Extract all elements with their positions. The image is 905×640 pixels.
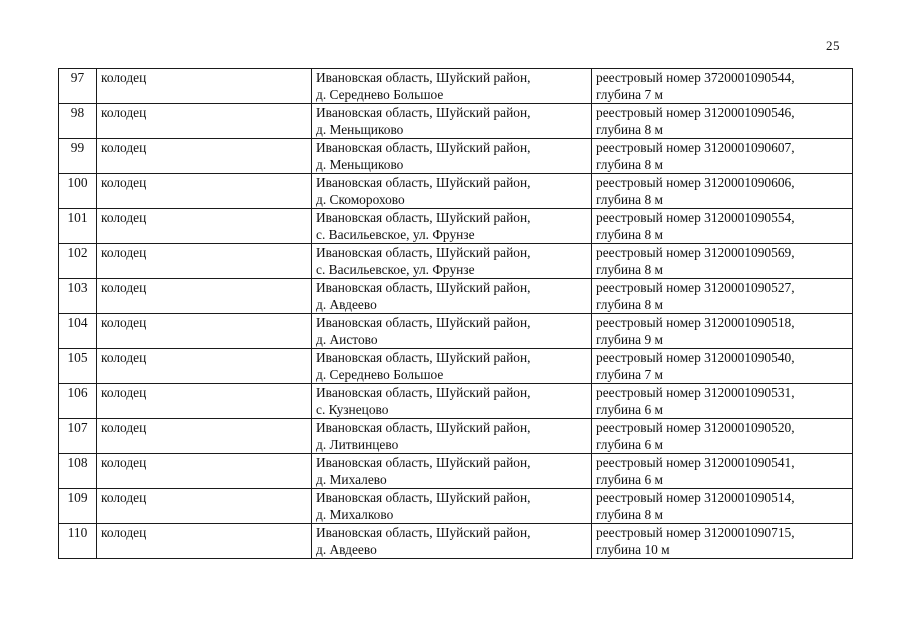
table-row	[59, 139, 853, 174]
address-cell	[312, 139, 592, 174]
depth-text: глубина 8 м	[596, 297, 663, 312]
description-cell	[592, 104, 853, 139]
registry-number-text: реестровый номер 3120001090541,	[596, 455, 795, 470]
registry-number-text: реестровый номер 3120001090607,	[596, 140, 795, 155]
table-row	[59, 314, 853, 349]
description-cell	[592, 314, 853, 349]
row-number-cell: 103	[59, 279, 97, 314]
row-number-cell: 109	[59, 489, 97, 524]
address-line-1: Ивановская область, Шуйский район,	[316, 350, 531, 365]
address-line-2: д. Авдеево	[316, 542, 377, 557]
object-type-cell: колодец	[97, 314, 312, 349]
registry-table-body	[59, 69, 853, 559]
row-number-cell: 106	[59, 384, 97, 419]
depth-text: глубина 8 м	[596, 192, 663, 207]
row-number-cell: 110	[59, 524, 97, 559]
address-line-2: д. Меньщиково	[316, 157, 404, 172]
registry-number-text: реестровый номер 3120001090518,	[596, 315, 795, 330]
description-cell	[592, 139, 853, 174]
description-cell	[592, 279, 853, 314]
address-line-2: д. Середнево Большое	[316, 87, 444, 102]
address-line-2: с. Кузнецово	[316, 402, 389, 417]
row-number-cell: 98	[59, 104, 97, 139]
address-cell	[312, 244, 592, 279]
row-number-cell: 105	[59, 349, 97, 384]
page-number: 25	[826, 38, 840, 53]
object-type-cell: колодец	[97, 384, 312, 419]
row-number-cell: 100	[59, 174, 97, 209]
address-cell	[312, 209, 592, 244]
depth-text: глубина 6 м	[596, 402, 663, 417]
object-type-cell: колодец	[97, 524, 312, 559]
table-row	[59, 279, 853, 314]
object-type-cell: колодец	[97, 244, 312, 279]
object-type-cell: колодец	[97, 209, 312, 244]
registry-number-text: реестровый номер 3120001090554,	[596, 210, 795, 225]
address-line-2: д. Авдеево	[316, 297, 377, 312]
row-number-cell: 97	[59, 69, 97, 104]
description-cell	[592, 489, 853, 524]
row-number-cell: 101	[59, 209, 97, 244]
table-row	[59, 104, 853, 139]
registry-number-text: реестровый номер 3120001090527,	[596, 280, 795, 295]
address-cell	[312, 419, 592, 454]
object-type-cell: колодец	[97, 349, 312, 384]
table-row	[59, 419, 853, 454]
row-number-cell: 108	[59, 454, 97, 489]
address-cell	[312, 69, 592, 104]
address-line-2: с. Васильевское, ул. Фрунзе	[316, 262, 475, 277]
address-line-2: д. Аистово	[316, 332, 378, 347]
object-type-cell: колодец	[97, 174, 312, 209]
depth-text: глубина 6 м	[596, 437, 663, 452]
address-cell	[312, 524, 592, 559]
depth-text: глубина 6 м	[596, 472, 663, 487]
registry-number-text: реестровый номер 3120001090569,	[596, 245, 795, 260]
registry-number-text: реестровый номер 3120001090606,	[596, 175, 795, 190]
description-cell	[592, 244, 853, 279]
description-cell	[592, 524, 853, 559]
registry-number-text: реестровый номер 3120001090514,	[596, 490, 795, 505]
address-cell	[312, 489, 592, 524]
description-cell	[592, 349, 853, 384]
object-type-cell: колодец	[97, 139, 312, 174]
address-cell	[312, 314, 592, 349]
table-row	[59, 244, 853, 279]
address-line-1: Ивановская область, Шуйский район,	[316, 525, 531, 540]
address-line-1: Ивановская область, Шуйский район,	[316, 105, 531, 120]
address-line-2: д. Скоморохово	[316, 192, 405, 207]
depth-text: глубина 8 м	[596, 262, 663, 277]
description-cell	[592, 454, 853, 489]
object-type-cell: колодец	[97, 279, 312, 314]
address-line-2: д. Литвинцево	[316, 437, 399, 452]
registry-number-text: реестровый номер 3120001090546,	[596, 105, 795, 120]
table-row	[59, 489, 853, 524]
table-row	[59, 69, 853, 104]
description-cell	[592, 384, 853, 419]
table-row	[59, 384, 853, 419]
address-line-1: Ивановская область, Шуйский район,	[316, 175, 531, 190]
description-cell	[592, 174, 853, 209]
registry-number-text: реестровый номер 3120001090540,	[596, 350, 795, 365]
table-row	[59, 524, 853, 559]
row-number-cell: 107	[59, 419, 97, 454]
table-row	[59, 174, 853, 209]
address-cell	[312, 384, 592, 419]
description-cell	[592, 69, 853, 104]
registry-number-text: реестровый номер 3720001090544,	[596, 70, 795, 85]
address-line-1: Ивановская область, Шуйский район,	[316, 315, 531, 330]
description-cell	[592, 419, 853, 454]
address-line-1: Ивановская область, Шуйский район,	[316, 455, 531, 470]
object-type-cell: колодец	[97, 454, 312, 489]
address-line-1: Ивановская область, Шуйский район,	[316, 245, 531, 260]
object-type-cell: колодец	[97, 69, 312, 104]
row-number-cell: 102	[59, 244, 97, 279]
table-row	[59, 209, 853, 244]
depth-text: глубина 8 м	[596, 227, 663, 242]
address-cell	[312, 104, 592, 139]
registry-number-text: реестровый номер 3120001090531,	[596, 385, 795, 400]
registry-number-text: реестровый номер 3120001090715,	[596, 525, 795, 540]
address-line-1: Ивановская область, Шуйский район,	[316, 490, 531, 505]
depth-text: глубина 7 м	[596, 87, 663, 102]
row-number-cell: 99	[59, 139, 97, 174]
depth-text: глубина 8 м	[596, 507, 663, 522]
registry-table	[58, 68, 853, 559]
address-line-1: Ивановская область, Шуйский район,	[316, 420, 531, 435]
address-cell	[312, 454, 592, 489]
row-number-cell: 104	[59, 314, 97, 349]
address-line-2: д. Меньщиково	[316, 122, 404, 137]
depth-text: глубина 9 м	[596, 332, 663, 347]
address-line-1: Ивановская область, Шуйский район,	[316, 210, 531, 225]
address-line-2: д. Михалево	[316, 472, 387, 487]
depth-text: глубина 8 м	[596, 157, 663, 172]
address-line-1: Ивановская область, Шуйский район,	[316, 70, 531, 85]
address-line-1: Ивановская область, Шуйский район,	[316, 280, 531, 295]
address-line-1: Ивановская область, Шуйский район,	[316, 385, 531, 400]
address-cell	[312, 279, 592, 314]
depth-text: глубина 7 м	[596, 367, 663, 382]
table-row	[59, 349, 853, 384]
address-cell	[312, 349, 592, 384]
registry-number-text: реестровый номер 3120001090520,	[596, 420, 795, 435]
depth-text: глубина 10 м	[596, 542, 670, 557]
address-line-2: д. Михалково	[316, 507, 394, 522]
description-cell	[592, 209, 853, 244]
depth-text: глубина 8 м	[596, 122, 663, 137]
object-type-cell: колодец	[97, 419, 312, 454]
address-cell	[312, 174, 592, 209]
table-row	[59, 454, 853, 489]
address-line-1: Ивановская область, Шуйский район,	[316, 140, 531, 155]
object-type-cell: колодец	[97, 104, 312, 139]
address-line-2: д. Середнево Большое	[316, 367, 444, 382]
object-type-cell: колодец	[97, 489, 312, 524]
address-line-2: с. Васильевское, ул. Фрунзе	[316, 227, 475, 242]
